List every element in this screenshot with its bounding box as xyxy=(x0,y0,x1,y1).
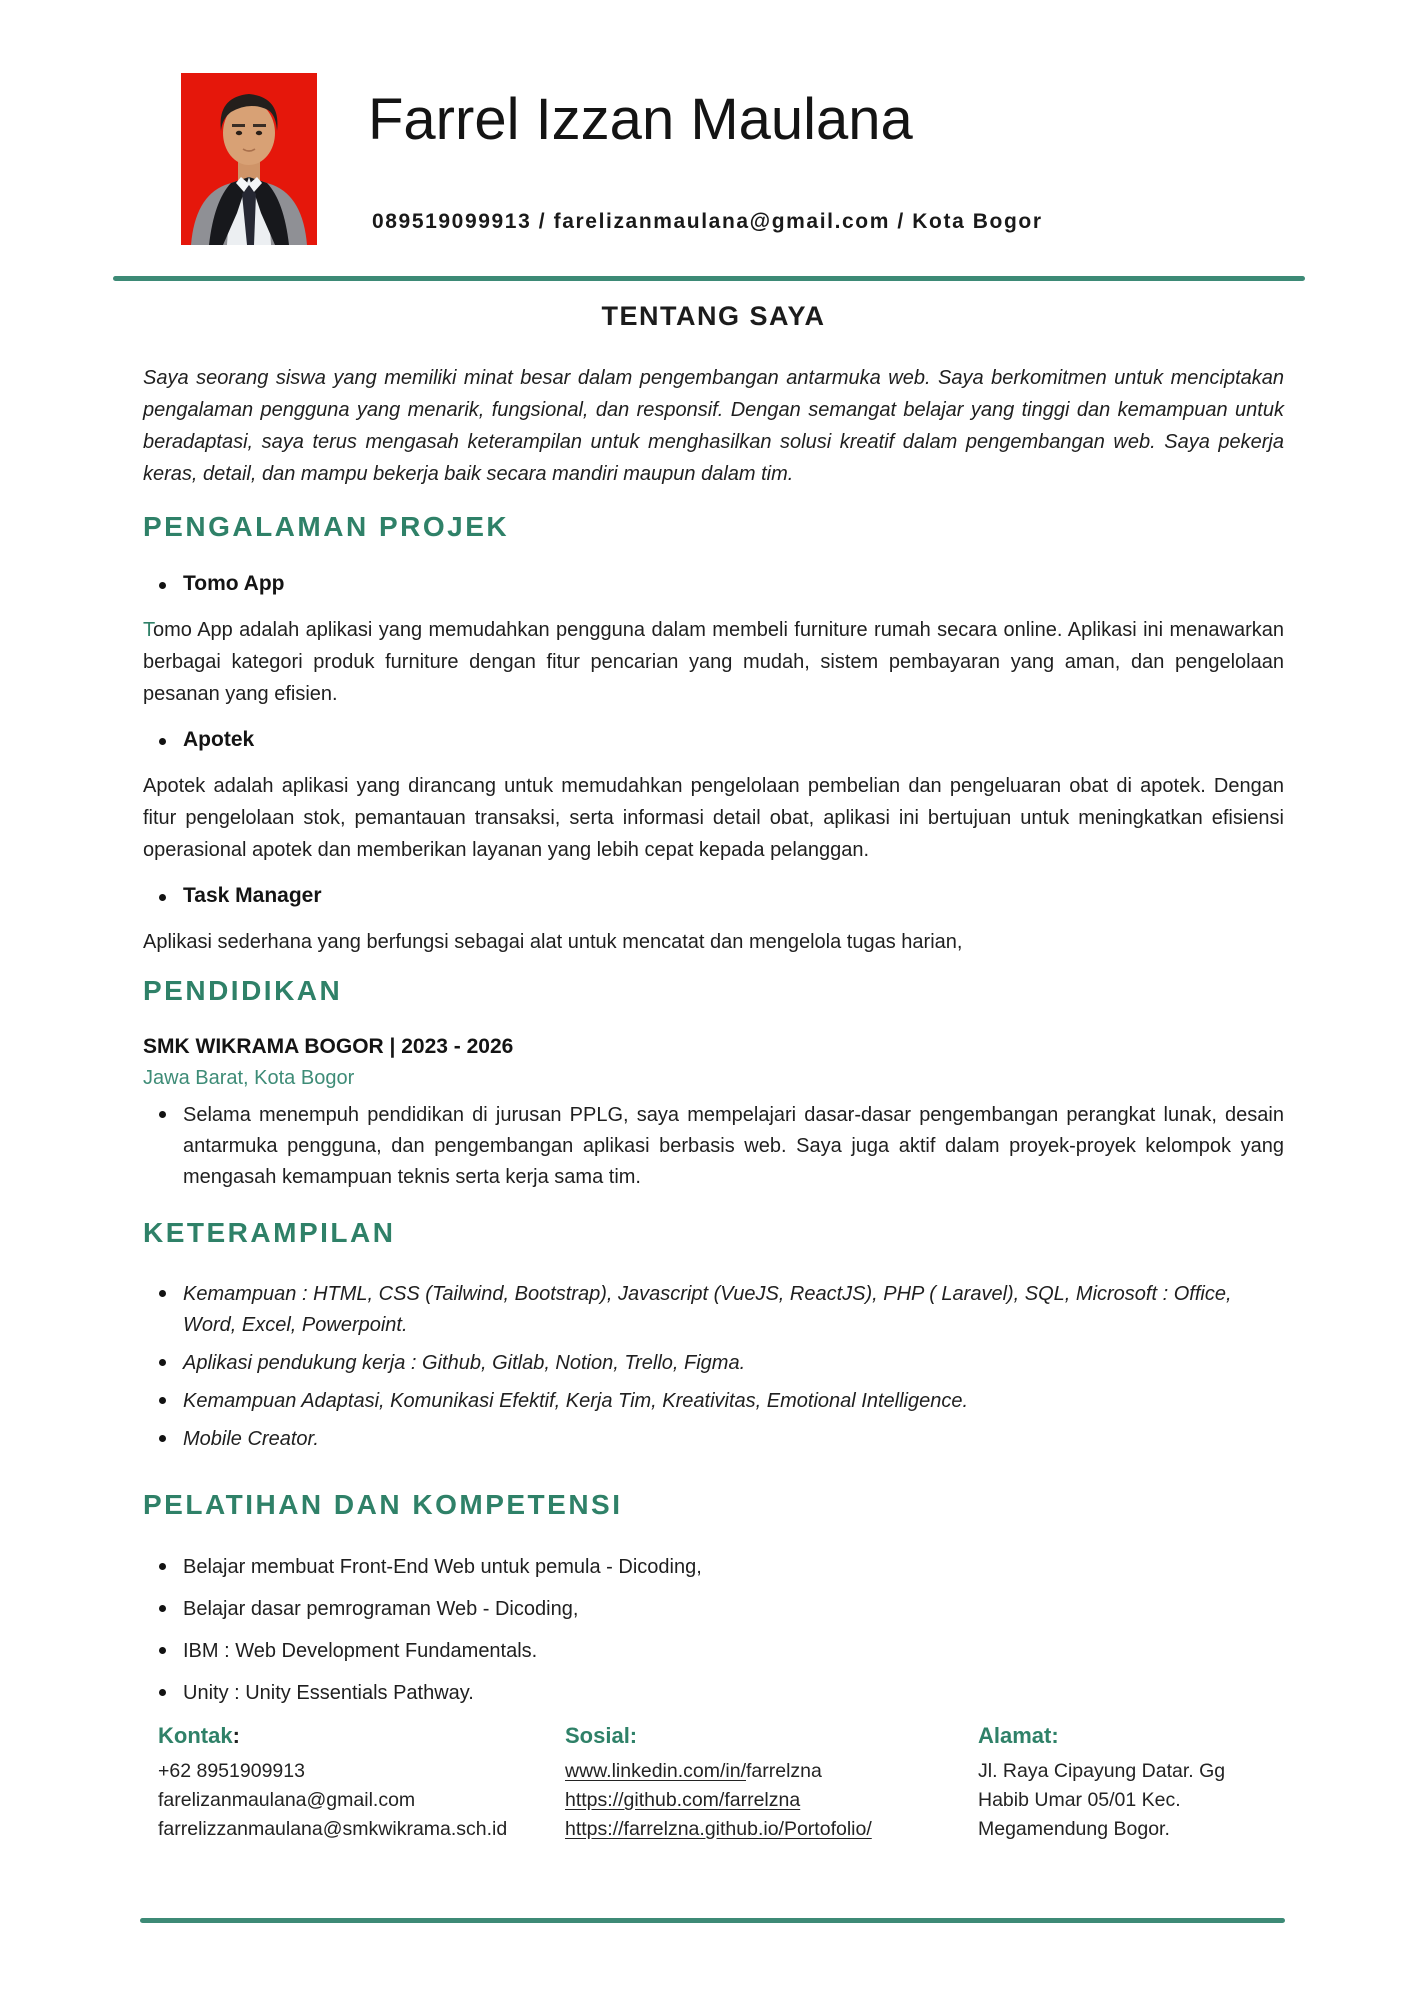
project-title: Tomo App xyxy=(183,572,285,595)
project-title: Apotek xyxy=(183,728,255,751)
training-item xyxy=(143,1678,1284,1709)
footer-contact-heading-text: Kontak xyxy=(158,1723,233,1748)
education-school-line: SMK WIKRAMA BOGOR | 2023 - 2026 xyxy=(143,1035,514,1058)
skills-heading: KETERAMPILAN xyxy=(143,1217,396,1248)
footer-social-column xyxy=(565,1723,978,1844)
project-description-text: omo App adalah aplikasi yang memudahkan pengguna dalam membeli furniture rumah secara online. Aplikasi ini menawarkan berbagai kategori produk furniture dengan fitur pencarian yang mudah, sistem pembayaran yang aman, dan pengelolaan pesanan yang efisien. xyxy=(143,619,1284,705)
bullet-icon xyxy=(159,1359,166,1366)
linkedin-link-underlined: www.linkedin.com/in/ xyxy=(565,1760,746,1782)
footer-address-heading: Alamat: xyxy=(978,1723,1059,1748)
training-text: Belajar dasar pemrograman Web - Dicoding, xyxy=(183,1598,579,1620)
footer-email-personal: farelizanmaulana@gmail.com xyxy=(158,1789,416,1811)
github-link-underlined: https://github.com/farrelzna xyxy=(565,1789,801,1811)
training-text: Belajar membuat Front-End Web untuk pemula - Dicoding, xyxy=(183,1556,702,1578)
about-paragraph: Saya seorang siswa yang memiliki minat besar dalam pengembangan antarmuka web. Saya berkomitmen untuk menciptakan pengalaman pengguna yang menarik, fungsional, dan responsif. Dengan semangat belajar yang tinggi dan kemampuan untuk beradaptasi, saya terus mengasah keterampilan untuk menghasilkan solusi kreatif dalam pengembangan web. Saya pekerja keras, detail, dan mampu bekerja baik secara mandiri maupun dalam tim. xyxy=(143,367,1284,485)
header-contact-line: 089519099913 / farelizanmaulana@gmail.com / Kota Bogor xyxy=(372,210,1043,233)
project-description xyxy=(143,614,1284,710)
profile-photo xyxy=(181,73,317,245)
education-bullet-text: Selama menempuh pendidikan di jurusan PPLG, saya mempelajari dasar-dasar pengembangan perangkat lunak, desain antarmuka pengguna, dan pengembangan aplikasi berbasis web. Saya juga aktif dalam proyek-proyek kelompok yang mengasah kemampuan teknis serta kerja sama tim. xyxy=(183,1104,1284,1188)
footer-email-school: farrelizzanmaulana@smkwikrama.sch.id xyxy=(158,1818,508,1840)
project-title-row xyxy=(143,883,1284,909)
skill-text: Kemampuan : HTML, CSS (Tailwind, Bootstrap), Javascript (VueJS, ReactJS), PHP ( Laravel), SQL, Microsoft : Office, Word, Excel, Powerpoint. xyxy=(183,1283,1232,1336)
training-text: IBM : Web Development Fundamentals. xyxy=(183,1640,538,1662)
footer-divider xyxy=(140,1918,1285,1923)
bullet-icon xyxy=(159,1689,166,1696)
footer-contact-heading-colon: : xyxy=(232,1723,240,1748)
footer xyxy=(143,1723,1284,1844)
education-bullet xyxy=(143,1100,1284,1193)
about-heading: TENTANG SAYA xyxy=(601,301,826,331)
person-name: Farrel Izzan Maulana xyxy=(368,87,913,152)
github-link[interactable] xyxy=(565,1786,978,1815)
project-title-row xyxy=(143,571,1284,597)
portfolio-link[interactable] xyxy=(565,1815,978,1844)
training-item xyxy=(143,1552,1284,1583)
resume-body xyxy=(143,301,1284,1844)
project-title-row xyxy=(143,727,1284,753)
project-description-text: Aplikasi sederhana yang berfungsi sebagai alat untuk mencatat dan mengelola tugas harian, xyxy=(143,931,963,953)
project-lead-letter: T xyxy=(143,619,153,641)
training-text: Unity : Unity Essentials Pathway. xyxy=(183,1682,474,1704)
skill-item xyxy=(143,1279,1284,1341)
skill-item xyxy=(143,1348,1284,1379)
project-description-text: Apotek adalah aplikasi yang dirancang untuk memudahkan pengelolaan pembelian dan pengeluaran obat di apotek. Dengan fitur pengelolaan stok, pemantauan transaksi, serta informasi detail obat, aplikasi ini bertujuan untuk meningkatkan efisiensi operasional apotek dan memberikan layanan yang lebih cepat kepada pelanggan. xyxy=(143,775,1284,861)
footer-address-text: Jl. Raya Cipayung Datar. Gg Habib Umar 05/01 Kec. Megamendung Bogor. xyxy=(978,1760,1226,1840)
skill-text: Kemampuan Adaptasi, Komunikasi Efektif, Kerja Tim, Kreativitas, Emotional Intelligence. xyxy=(183,1390,968,1412)
project-description xyxy=(143,770,1284,866)
footer-address-column xyxy=(978,1723,1278,1844)
bullet-icon xyxy=(159,1290,166,1297)
linkedin-link-plain: farrelzna xyxy=(745,1760,822,1782)
projects-heading: PENGALAMAN PROJEK xyxy=(143,511,510,542)
bullet-icon xyxy=(159,894,166,901)
footer-contact-column xyxy=(158,1723,565,1844)
skill-text: Mobile Creator. xyxy=(183,1428,319,1450)
footer-phone: +62 8951909913 xyxy=(158,1760,305,1782)
linkedin-link[interactable] xyxy=(565,1757,978,1786)
project-title: Task Manager xyxy=(183,884,322,907)
education-location: Jawa Barat, Kota Bogor xyxy=(143,1067,355,1089)
bullet-icon xyxy=(159,1563,166,1570)
education-heading: PENDIDIKAN xyxy=(143,975,343,1006)
training-item xyxy=(143,1636,1284,1667)
bullet-icon xyxy=(159,738,166,745)
footer-social-heading: Sosial: xyxy=(565,1723,638,1748)
bullet-icon xyxy=(159,582,166,589)
bullet-icon xyxy=(159,1111,166,1118)
portfolio-link-underlined: https://farrelzna.github.io/Portofolio/ xyxy=(565,1818,872,1840)
header-divider xyxy=(113,276,1305,281)
skill-item xyxy=(143,1386,1284,1417)
bullet-icon xyxy=(159,1605,166,1612)
training-item xyxy=(143,1594,1284,1625)
bullet-icon xyxy=(159,1647,166,1654)
skill-item xyxy=(143,1424,1284,1455)
bullet-icon xyxy=(159,1397,166,1404)
training-heading: PELATIHAN DAN KOMPETENSI xyxy=(143,1489,623,1520)
bullet-icon xyxy=(159,1435,166,1442)
project-description xyxy=(143,926,1284,958)
footer-contact-heading xyxy=(158,1723,565,1749)
skill-text: Aplikasi pendukung kerja : Github, Gitlab, Notion, Trello, Figma. xyxy=(183,1352,746,1374)
